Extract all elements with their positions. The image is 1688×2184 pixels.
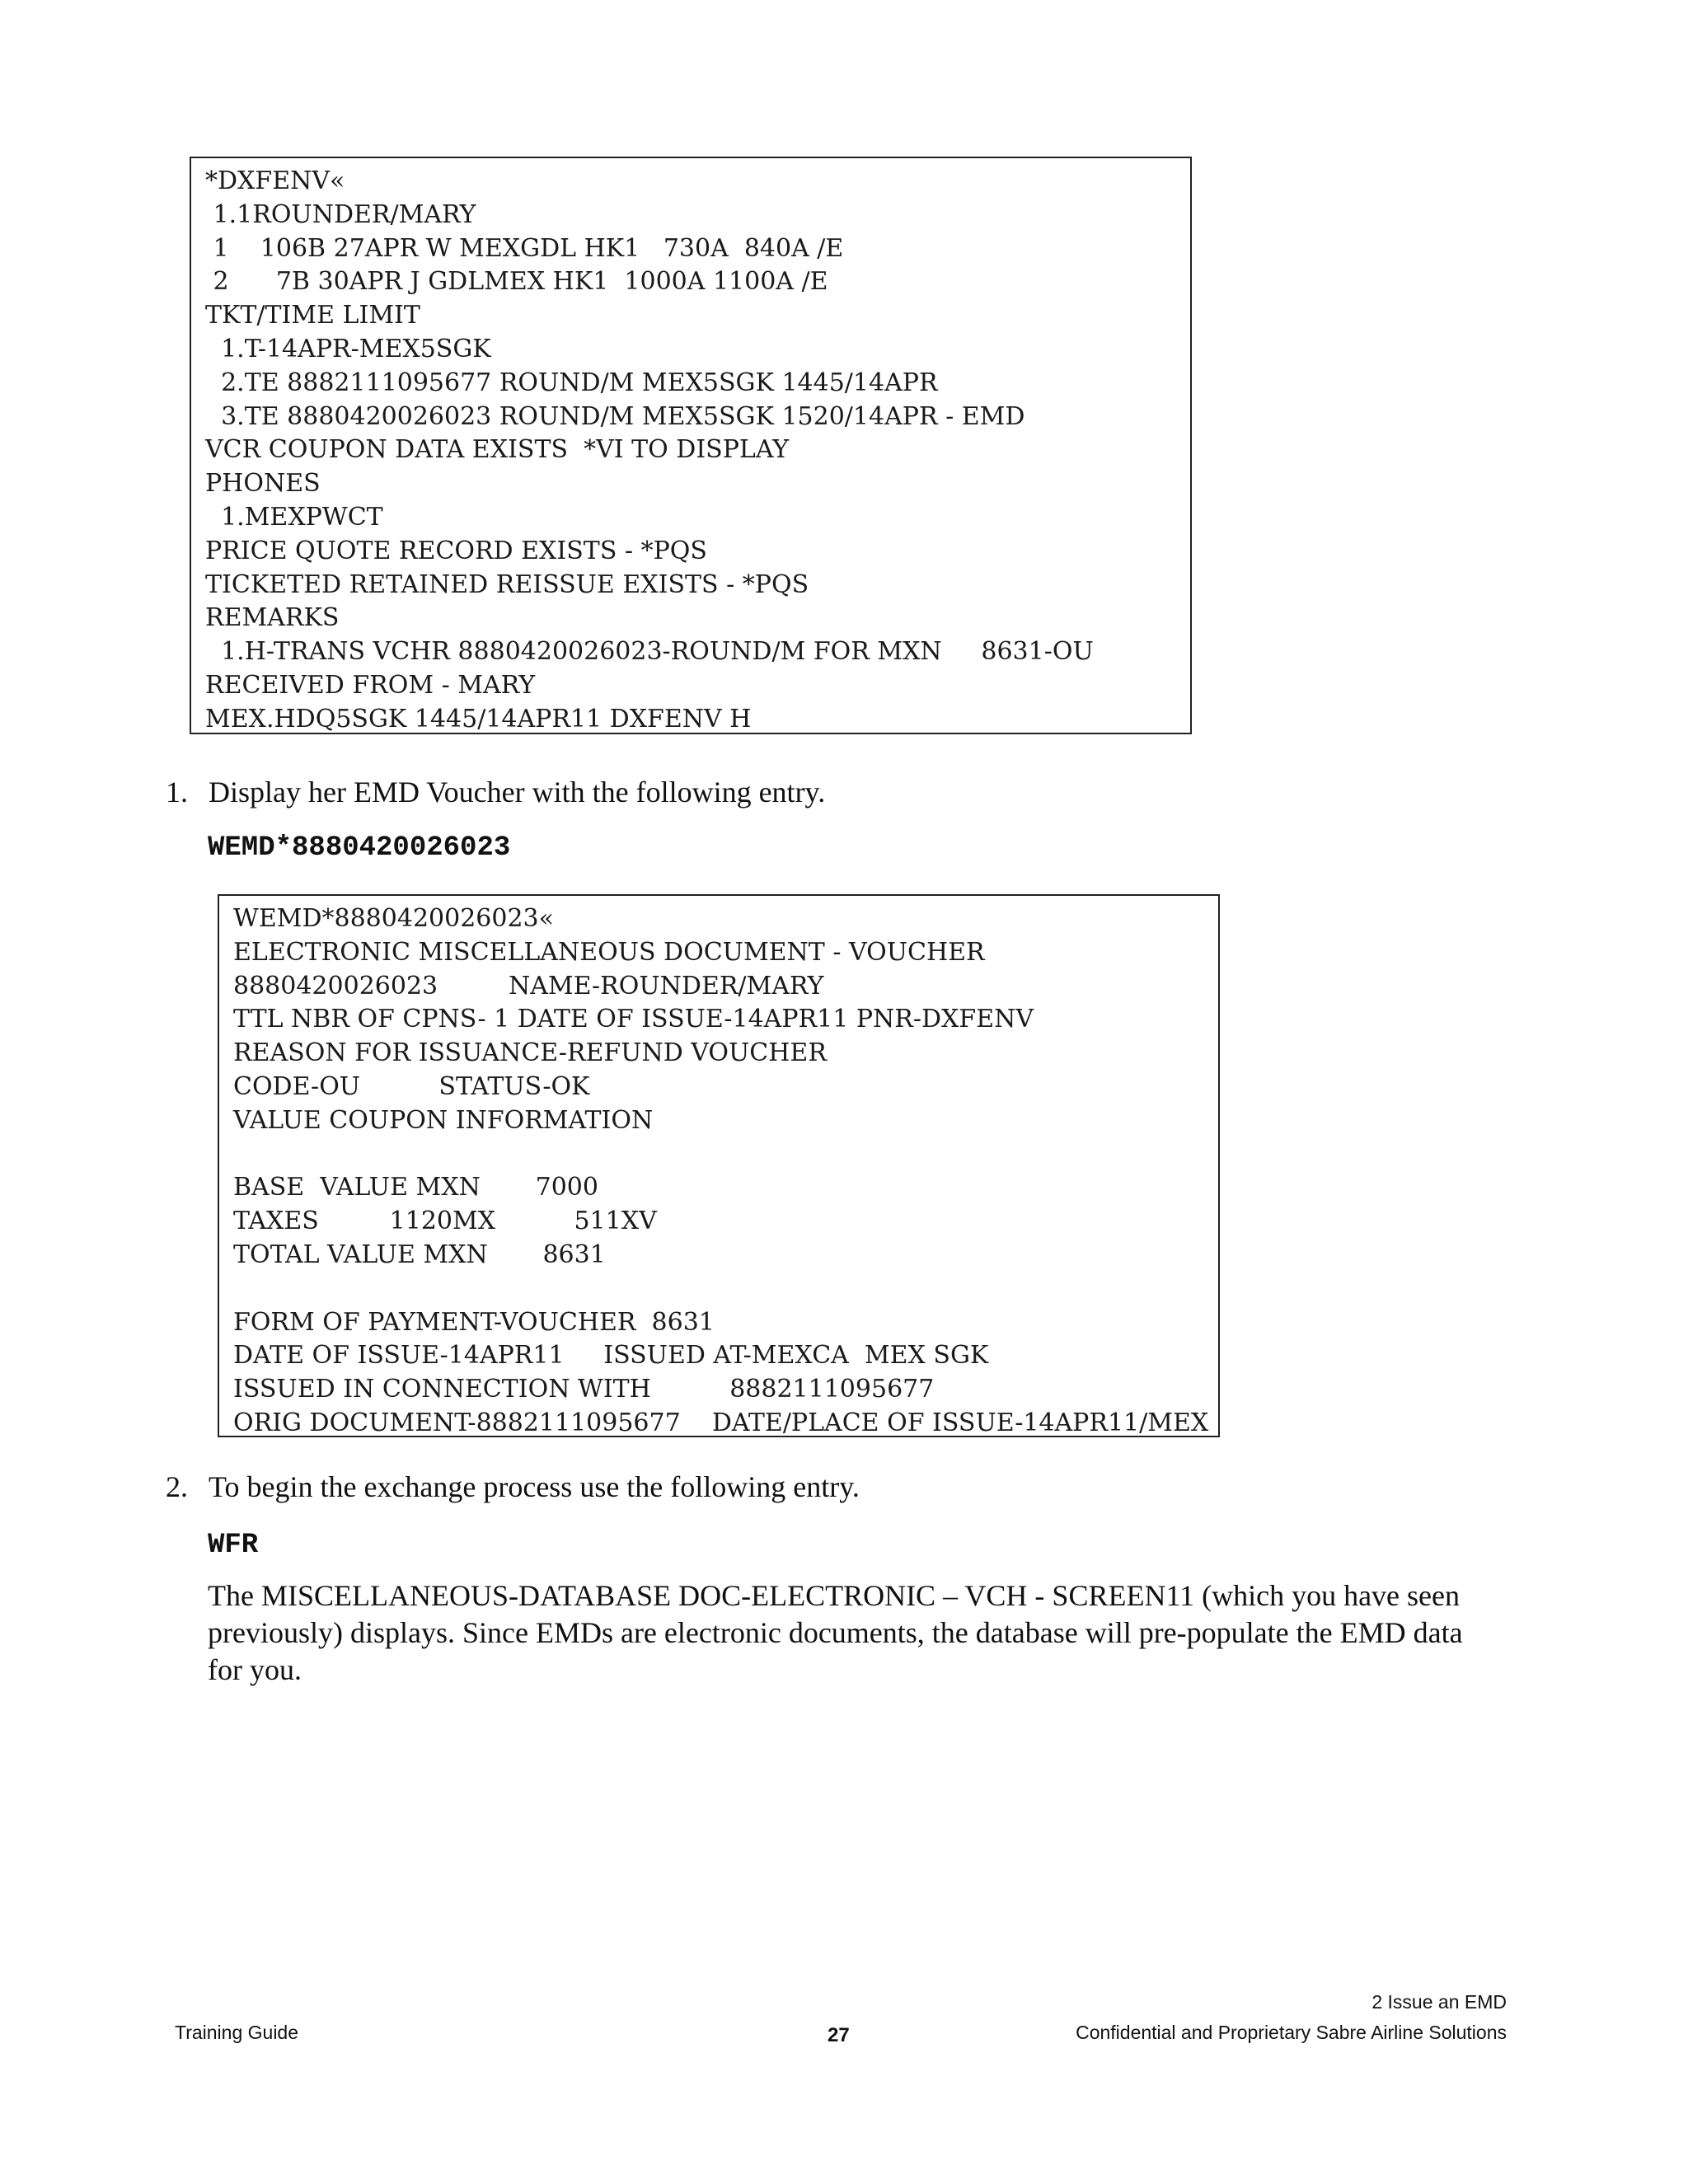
footer-guide-title: Training Guide xyxy=(175,2022,299,2043)
screen-line: 8880420026023 NAME-ROUNDER/MARY xyxy=(233,971,824,1001)
step-text: Display her EMD Voucher with the following entry. xyxy=(209,776,826,808)
explanation-paragraph xyxy=(208,1577,1526,1689)
page-number: 27 xyxy=(828,2024,850,2046)
screen-line xyxy=(233,1272,1218,1306)
paragraph-line: for you. xyxy=(208,1653,302,1686)
screen-line: WEMD*8880420026023« xyxy=(233,904,554,933)
screen-line: 1.MEXPWCT xyxy=(205,502,383,532)
entry-command: WFR xyxy=(208,1530,259,1561)
screen-line: VCR COUPON DATA EXISTS *VI TO DISPLAY xyxy=(205,435,790,465)
screen-line: FORM OF PAYMENT-VOUCHER 8631 xyxy=(233,1307,715,1337)
screen-line: TOTAL VALUE MXN 8631 xyxy=(233,1240,606,1269)
screen-line: PHONES xyxy=(205,469,321,499)
screen-line: DATE OF ISSUE-14APR11 ISSUED AT-MEXCA MEX SGK xyxy=(233,1341,989,1371)
screen-line: 1.1ROUNDER/MARY xyxy=(205,199,476,229)
step-1 xyxy=(166,775,1484,816)
footer-chapter: 2 Issue an EMD xyxy=(1372,1991,1507,2013)
screen-line: ORIG DOCUMENT-8882111095677 DATE/PLACE OF ISSUE-14APR11/MEX xyxy=(233,1408,1209,1437)
paragraph-line: previously) displays. Since EMDs are electronic documents, the database will pre-populate the EMD data xyxy=(208,1616,1463,1649)
screen-line: ELECTRONIC MISCELLANEOUS DOCUMENT - VOUCHER xyxy=(233,937,985,967)
screen-line: 2.TE 8882111095677 ROUND/M MEX5SGK 1445/14APR xyxy=(205,368,938,397)
screen-line: CODE-OU STATUS-OK xyxy=(233,1071,590,1101)
screen-line: 2 7B 30APR J GDLMEX HK1 1000A 1100A /E xyxy=(205,267,828,297)
footer-confidential: Confidential and Proprietary Sabre Airline Solutions xyxy=(1076,2022,1507,2043)
screen-line: RECEIVED FROM - MARY xyxy=(205,670,536,700)
screen-line: VALUE COUPON INFORMATION xyxy=(233,1105,654,1135)
screen-line: *DXFENV« xyxy=(205,166,345,195)
screen-line xyxy=(233,1138,1218,1172)
paragraph-line: The MISCELLANEOUS-DATABASE DOC-ELECTRONIC – VCH - SCREEN11 (which you have seen xyxy=(208,1579,1460,1612)
screen-line: TAXES 1120MX 511XV xyxy=(233,1207,657,1236)
screen-line: MEX.HDQ5SGK 1445/14APR11 DXFENV H xyxy=(205,704,752,733)
screen-line: REASON FOR ISSUANCE-REFUND VOUCHER xyxy=(233,1038,827,1068)
step-number: 1. xyxy=(166,776,188,808)
pnr-display-screen xyxy=(190,157,1192,734)
screen-line: 1 106B 27APR W MEXGDL HK1 730A 840A /E xyxy=(205,233,844,263)
entry-command: WEMD*8880420026023 xyxy=(208,832,511,864)
step-2 xyxy=(166,1469,1484,1511)
screen-line: TICKETED RETAINED REISSUE EXISTS - *PQS xyxy=(205,569,809,599)
step-text: To begin the exchange process use the following entry. xyxy=(209,1470,860,1503)
screen-line: BASE VALUE MXN 7000 xyxy=(233,1173,598,1202)
screen-line: TKT/TIME LIMIT xyxy=(205,301,420,330)
screen-line: 3.TE 8880420026023 ROUND/M MEX5SGK 1520/14APR - EMD xyxy=(205,401,1025,431)
screen-line: PRICE QUOTE RECORD EXISTS - *PQS xyxy=(205,536,707,565)
step-number: 2. xyxy=(166,1470,188,1503)
screen-line: REMARKS xyxy=(205,603,340,633)
screen-line: 1.H-TRANS VCHR 8880420026023-ROUND/M FOR MXN 8631-OU xyxy=(205,637,1094,667)
screen-line: 1.T-14APR-MEX5SGK xyxy=(205,334,491,363)
emd-voucher-screen xyxy=(218,894,1220,1437)
screen-line: TTL NBR OF CPNS- 1 DATE OF ISSUE-14APR11 PNR-DXFENV xyxy=(233,1005,1034,1034)
screen-line: ISSUED IN CONNECTION WITH 8882111095677 xyxy=(233,1375,935,1404)
